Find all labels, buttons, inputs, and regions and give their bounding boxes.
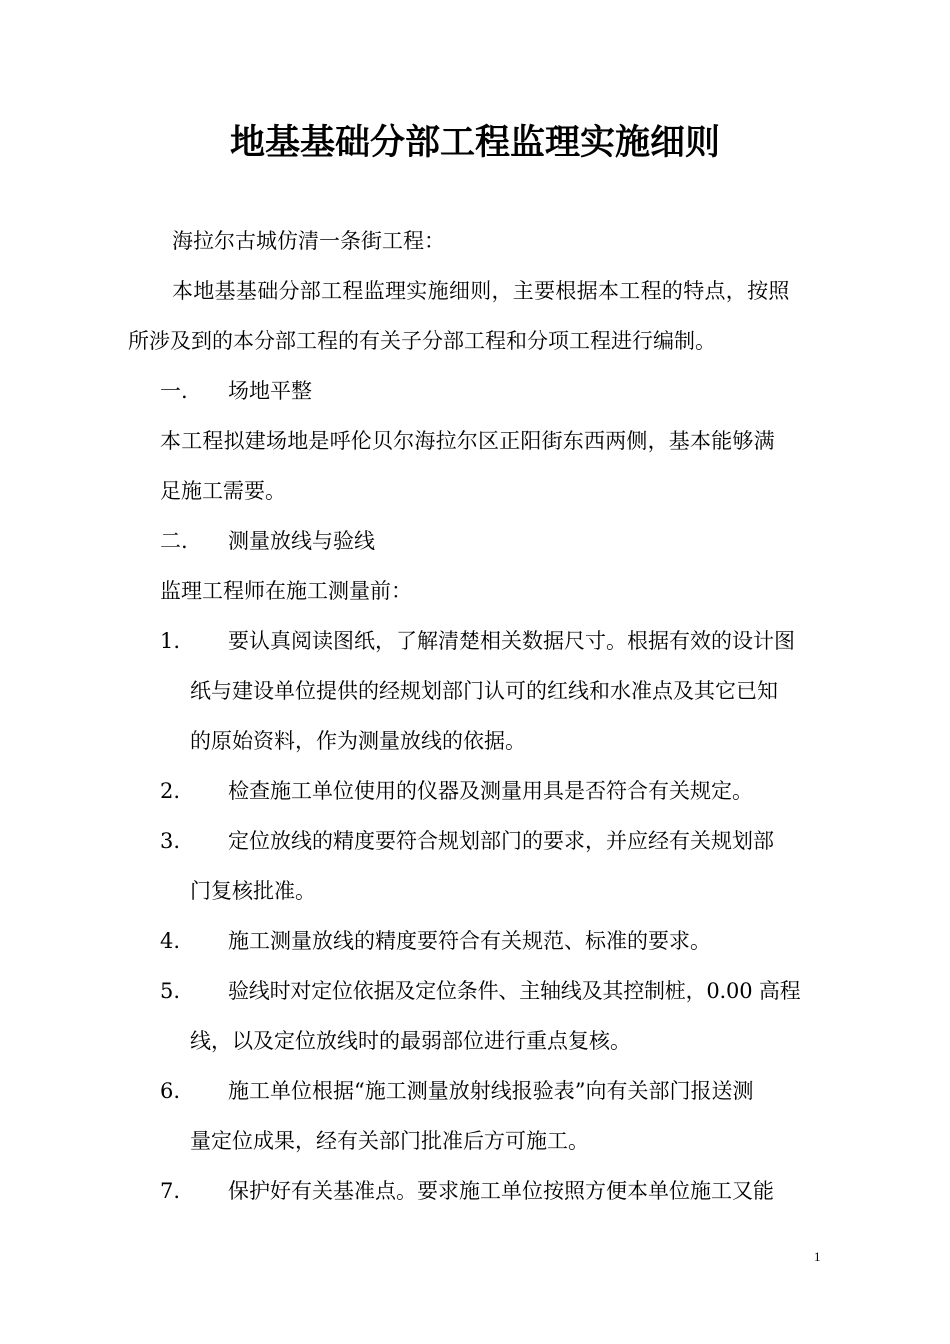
list-item-line: 保护好有关基准点。要求施工单位按照方便本单位施工又能	[228, 1179, 774, 1203]
section-2-heading: 测量放线与验线	[228, 529, 375, 553]
section-1-number: 一.	[160, 379, 188, 403]
list-item-line: 的原始资料，作为测量放线的依据。	[190, 729, 526, 753]
intro-line-1: 本地基基础分部工程监理实施细则，主要根据本工程的特点，按照	[172, 279, 790, 303]
section-1-text-line-2: 足施工需要。	[160, 479, 286, 503]
list-item-number: 2.	[160, 779, 181, 803]
salutation: 海拉尔古城仿清一条街工程：	[172, 229, 445, 253]
list-item-line: 检查施工单位使用的仪器及测量用具是否符合有关规定。	[228, 779, 753, 803]
list-item-number: 7.	[160, 1179, 181, 1203]
list-item-line: 施工测量放线的精度要符合有关规范、标准的要求。	[228, 929, 711, 953]
section-2-lead: 监理工程师在施工测量前：	[160, 579, 412, 603]
list-item-number: 5.	[160, 979, 181, 1003]
list-item-line: 线，以及定位放线时的最弱部位进行重点复核。	[190, 1029, 631, 1053]
list-item-line: 纸与建设单位提供的经规划部门认可的红线和水准点及其它已知	[190, 679, 778, 703]
list-item-line: 施工单位根据“施工测量放射线报验表”向有关部门报送测	[228, 1079, 754, 1103]
page-number: 1	[814, 1249, 821, 1264]
document-title: 地基基础分部工程监理实施细则	[229, 122, 720, 163]
list-item-number: 4.	[160, 929, 181, 953]
section-1-text-line-1: 本工程拟建场地是呼伦贝尔海拉尔区正阳街东西两侧，基本能够满	[160, 429, 775, 453]
list-item-line: 验线时对定位依据及定位条件、主轴线及其控制桩，0.00 高程	[228, 979, 801, 1003]
list-item-line: 定位放线的精度要符合规划部门的要求，并应经有关规划部	[228, 829, 774, 853]
list-item-line: 量定位成果，经有关部门批准后方可施工。	[190, 1129, 589, 1153]
intro-line-2: 所涉及到的本分部工程的有关子分部工程和分项工程进行编制。	[128, 329, 716, 353]
section-2-number: 二.	[160, 529, 188, 553]
list-item-number: 1.	[160, 629, 181, 653]
section-1-heading: 场地平整	[228, 379, 312, 403]
list-item-line: 要认真阅读图纸，了解清楚相关数据尺寸。根据有效的设计图	[228, 629, 795, 653]
list-item-number: 6.	[160, 1079, 181, 1103]
list-item-number: 3.	[160, 829, 181, 853]
list-item-line: 门复核批准。	[190, 879, 316, 903]
